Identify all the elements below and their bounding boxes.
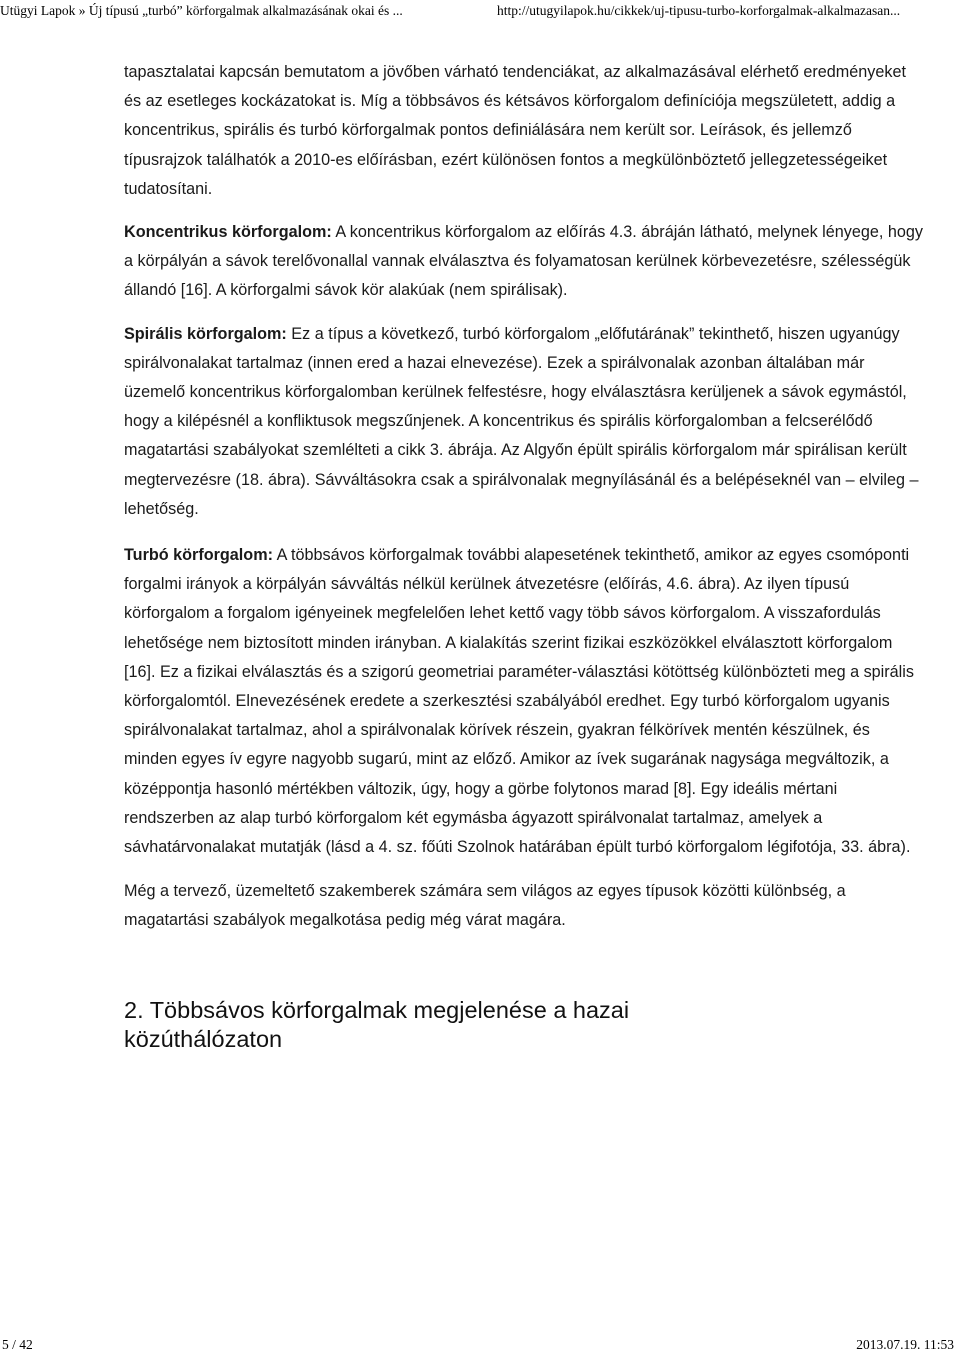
- print-timestamp: 2013.07.19. 11:53: [856, 1337, 954, 1352]
- print-header: [0, 3, 960, 23]
- section-heading: [124, 996, 924, 1054]
- paragraph-closing: [124, 877, 924, 935]
- section-heading-line2: közúthálózaton: [124, 1025, 283, 1052]
- paragraph-concentric: [124, 218, 924, 306]
- paragraph-intro: [124, 58, 924, 204]
- paragraph-turbo: [124, 541, 924, 862]
- header-url: http://utugyilapok.hu/cikkek/uj-tipusu-turbo-korforgalmak-alkalmazasan...: [497, 3, 901, 18]
- paragraph-text: A többsávos körforgalmak további alapesetének tekinthető, amikor az egyes csomóponti forgalmi irányok a körpályán sávváltás nélkül kerülnek átvezetésre (előírás, 4.6. ábra). Az ilyen típusú körforgalom a forgalom igényeinek megfelelően lehet kettő vagy több sávos körforgalom. A visszafordulás lehetősége nem biztosított minden irányban. A kialakítás szerint fizikai eszközökkel elválasztott körforgalom [16]. Ez a fizikai elválasztás és a szigorú geometriai paraméter-választási kötöttség különbözteti meg a spirális körforgalomtól. Elnevezésének eredete a szerkesztési szabályából eredhet. Egy turbó körforgalom ugyanis spirálvonalakat tartalmaz, ahol a spirálvonalak körívek részein, gyakran félkörívek mentén készülnek, és minden egyes ív egyre nagyobb sugarú, mint az előző. Amikor az ívek sugarának nagysága megváltozik, a középpontja hasonló mértékben változik, úgy, hogy a görbe folytonos marad [8]. Egy ideális mértani rendszerben az alap turbó körforgalom két egymásba ágyazott spirálvonalat tartalmaz, amelyek a sávhatárvonalakat mutatják (lásd a 4. sz. főúti Szolnok határában épült turbó körforgalom légifotója, 33. ábra).: [124, 546, 914, 857]
- paragraph-text: A koncentrikus körforgalom az előírás 4.3. ábráján látható, melynek lényege, hogy a körpályán a sávok terelővonallal vannak elválasztva és folyamatosan kerülnek körbevezetésre, szélességük állandó [16]. A körforgalmi sávok kör alakúak (nem spirálisak).: [124, 223, 923, 300]
- paragraph-text: tapasztalatai kapcsán bemutatom a jövőben várható tendenciákat, az alkalmazásával elérhető eredményeket és az esetleges kockázatokat is. Míg a többsávos és kétsávos körforgalom definíciója megszületett, addig a koncentrikus, spirális és turbó körforgalmak pontos definiálására nem került sor. Leírások, és jellemző típusrajzok találhatók a 2010-es előírásban, ezért különösen fontos a megkülönböztető jellegzetességeiket tudatosítani.: [124, 63, 906, 198]
- paragraph-spiral: [124, 320, 924, 524]
- print-footer: [0, 1337, 960, 1355]
- page-counter: 5 / 42: [2, 1337, 33, 1352]
- paragraph-text: Ez a típus a következő, turbó körforgalom „előfutárának” tekinthető, hiszen ugyanúgy spirálvonalakat tartalmaz (innen ered a hazai elnevezése). Ezek a spirálvonalak azonban általában már üzemelő koncentrikus körforgalomban kerülnek felfestésre, hogy elválasztásra kerüljenek a sávok egymástól, hogy a kilépésnél a konfliktusok megszűnjenek. A koncentrikus és spirális körforgalomban a felcserélődő magatartási szabályokat szemlélteti a cikk 3. ábrája. Az Algyőn épült spirális körforgalom már spirálisan került megtervezésre (18. ábra). Sávváltásokra csak a spirálvonalak megnyílásánál és a belépéseknél van – elvileg – lehetőség.: [124, 324, 919, 518]
- paragraph-text: Még a tervező, üzemeltető szakemberek számára sem világos az egyes típusok közötti különbség, a magatartási szabályok megalkotása pedig még várat magára.: [124, 882, 846, 930]
- term-turbo: Turbó körforgalom:: [124, 546, 273, 565]
- article-body: [124, 58, 924, 1054]
- term-concentric: Koncentrikus körforgalom:: [124, 223, 332, 242]
- header-page-title: Utügyi Lapok » Új típusú „turbó” körforgalmak alkalmazásának okai és ...: [0, 3, 403, 18]
- term-spiral: Spirális körforgalom:: [124, 324, 287, 343]
- section-heading-line1: 2. Többsávos körforgalmak megjelenése a hazai: [124, 996, 630, 1023]
